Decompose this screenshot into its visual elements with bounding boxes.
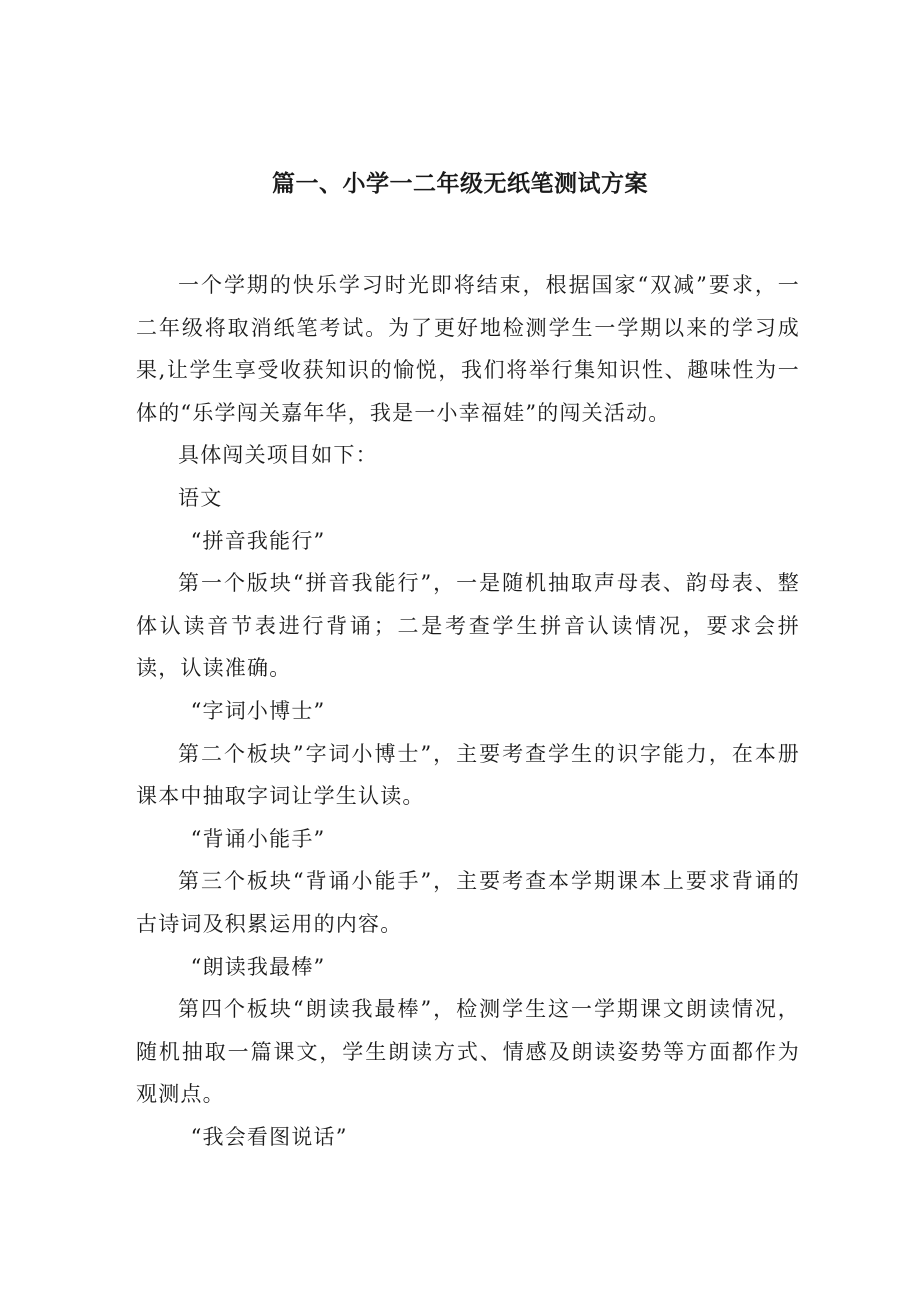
section-paragraph-words: 第二个板块”字词小博士”，主要考查学生的识字能力，在本册课本中抽取字词让学生认读。 [136, 741, 800, 809]
section-heading-picture-talk: “我会看图说话” [190, 1124, 348, 1149]
section-heading-recite: “背诵小能手” [190, 826, 326, 851]
section-paragraph-reading: 第四个板块“朗读我最棒”，检测学生这一学期课文朗读情况，随机抽取一篇课文，学生朗读方式、情感及朗读姿势等方面都作为观测点。 [136, 997, 800, 1107]
section-paragraph-recite: 第三个板块“背诵小能手”，主要考查本学期课本上要求背诵的古诗词及积累运用的内容。 [136, 869, 800, 936]
document-title: 篇一、小学一二年级无纸笔测试方案 [272, 171, 648, 197]
document-body [136, 264, 800, 1158]
items-intro: 具体闯关项目如下： [178, 443, 378, 468]
section-paragraph-pinyin: 第一个版块“拼音我能行”，一是随机抽取声母表、韵母表、整体认读音节表进行背诵；二是考查学生拼音认读情况，要求会拼读，认读准确。 [136, 571, 800, 681]
intro-paragraph: 一个学期的快乐学习时光即将结束，根据国家“双减”要求，一二年级将取消纸笔考试。为了更好地检测学生一学期以来的学习成果,让学生享受收获知识的愉悦，我们将举行集知识性、趣味性为一体的“乐学闯关嘉年华，我是一小幸福娃”的闯关活动。 [136, 273, 800, 425]
section-heading-reading: “朗读我最棒” [190, 954, 326, 979]
section-heading-pinyin: “拼音我能行” [190, 528, 326, 553]
section-heading-words: “字词小博士” [190, 698, 326, 723]
subject-heading-chinese: 语文 [178, 485, 223, 510]
